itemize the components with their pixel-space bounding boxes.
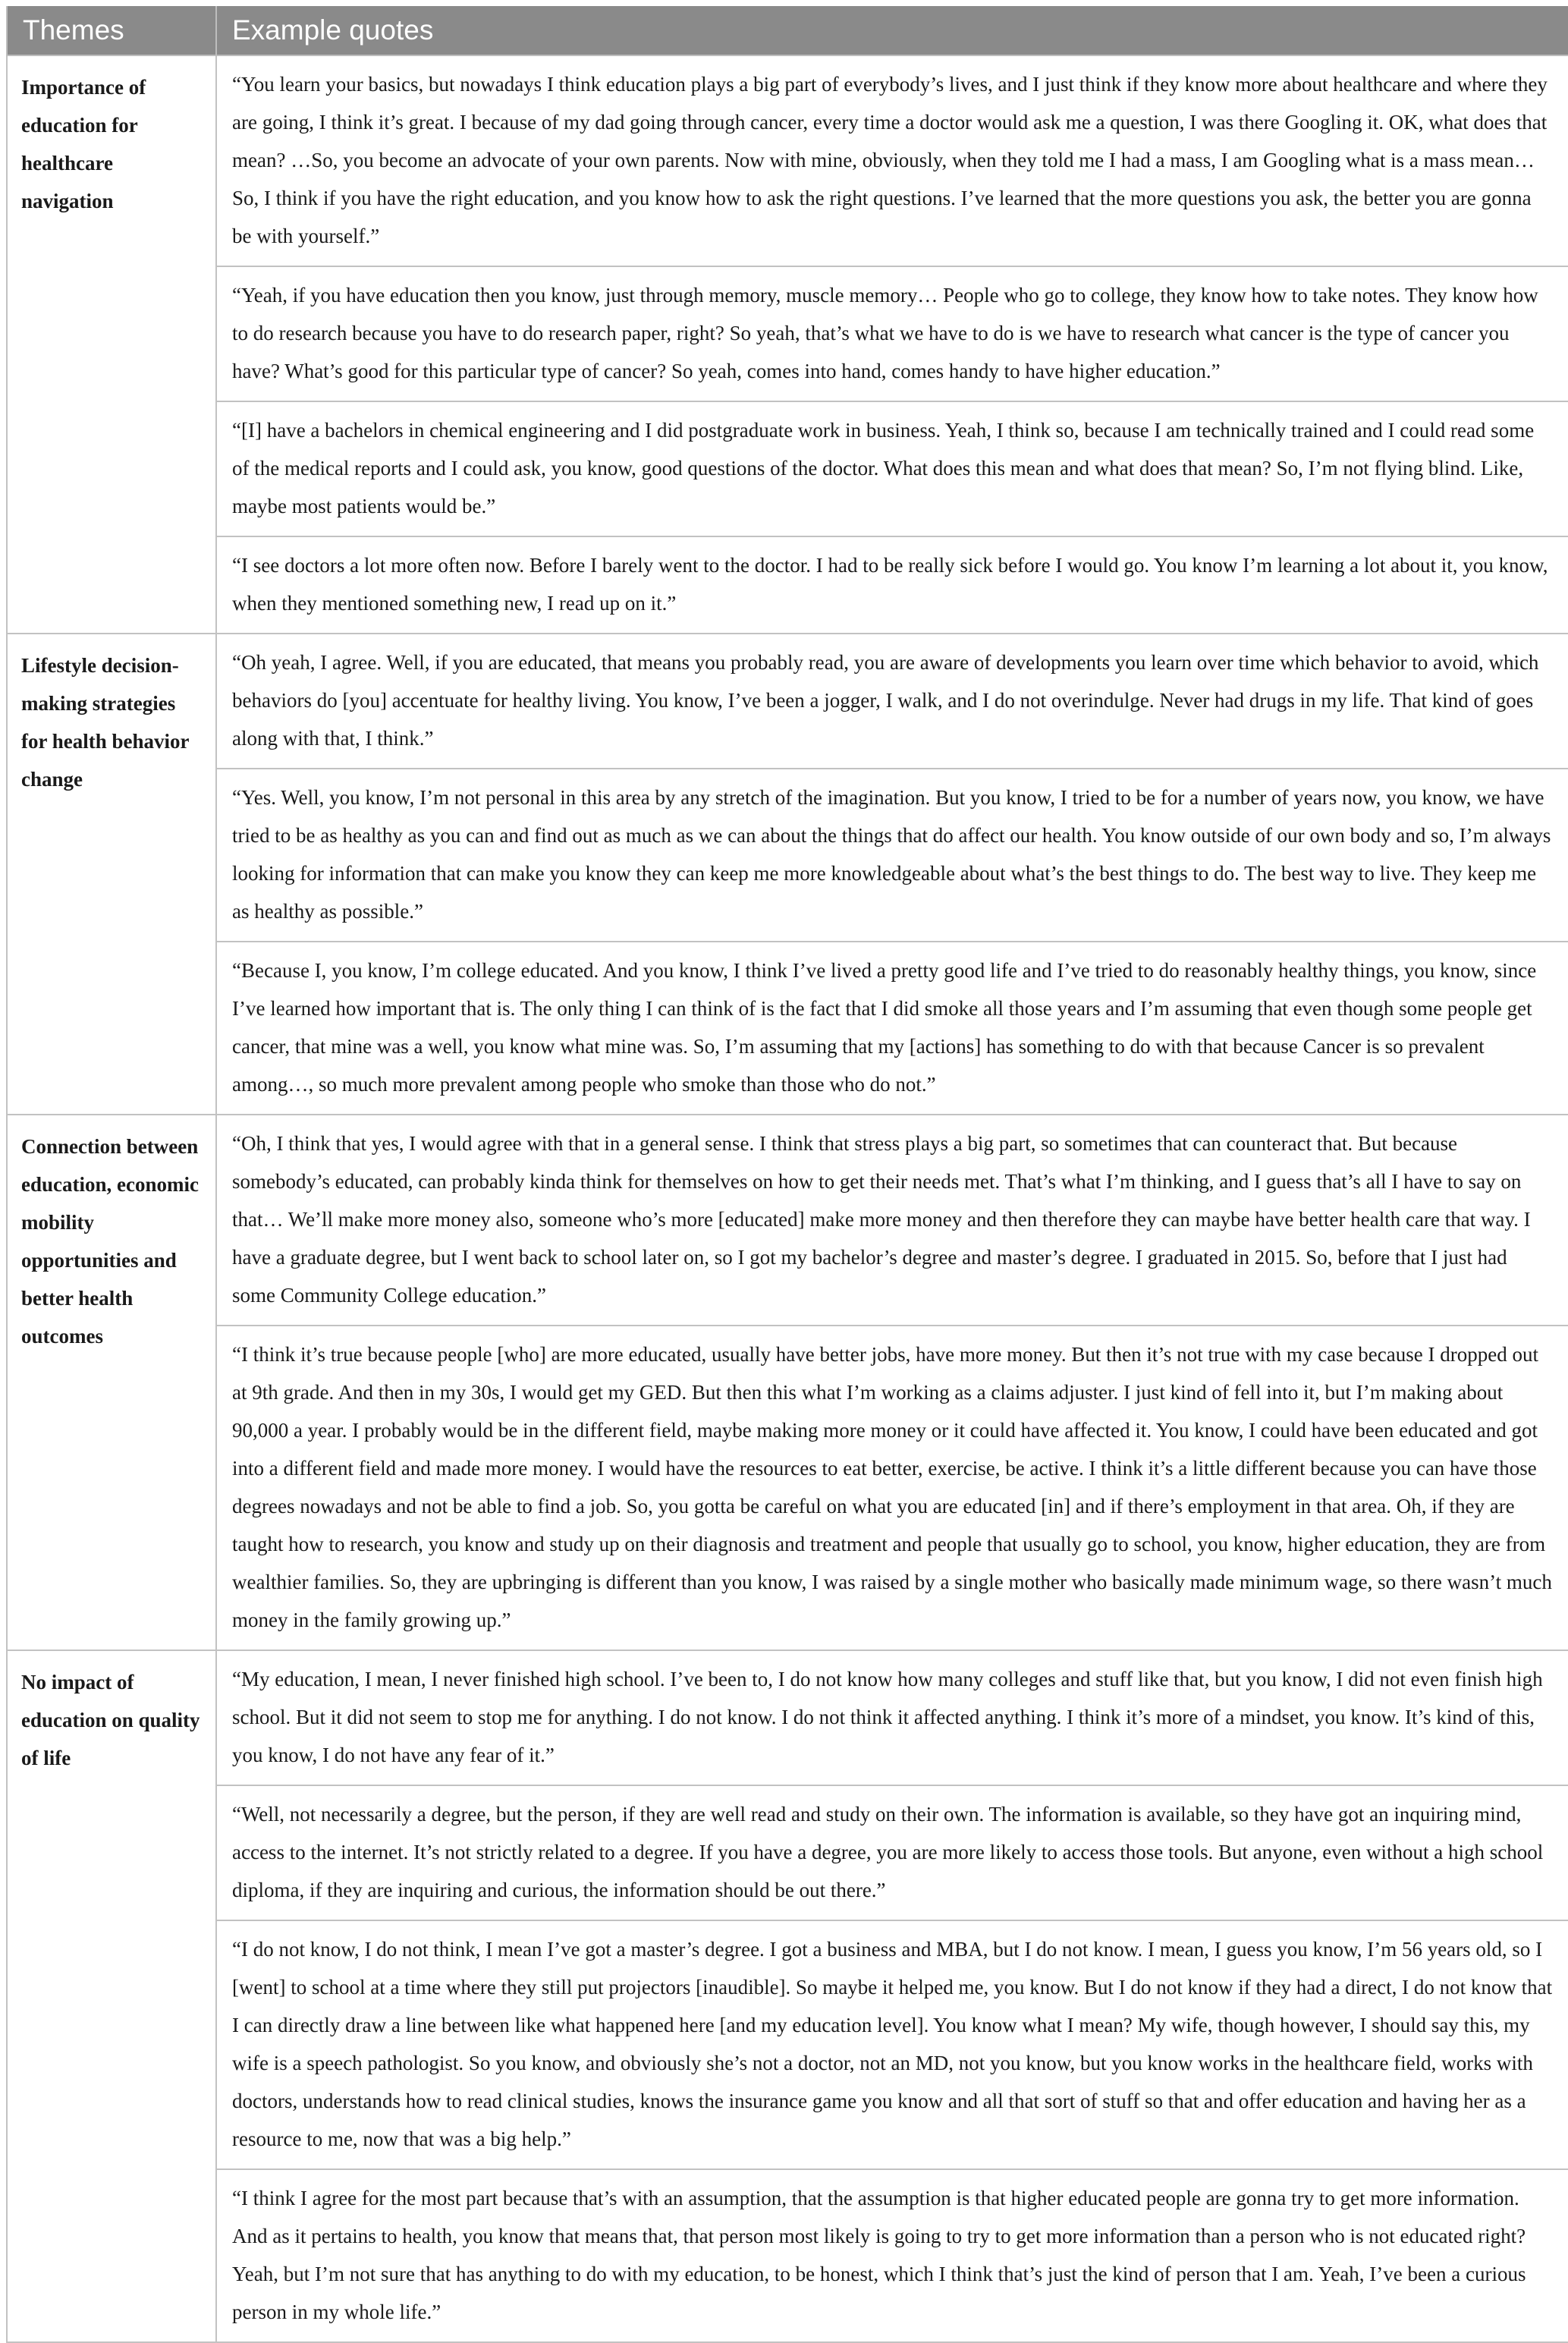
themes-quotes-table xyxy=(6,6,1568,2343)
header-row xyxy=(7,6,1568,55)
theme-cell: Connection between education, economic mobility opportunities and better health outcomes xyxy=(7,1115,216,1650)
quote-cell: “[I] have a bachelors in chemical engineering and I did postgraduate work in business. Yeah, I think so, because I am technically trained and I could read some of the medical reports and I could ask, you know, good questions of the doctor. What does this mean and what does that mean? So, I’m not flying blind. Like, maybe most patients would be.” xyxy=(216,401,1568,536)
page xyxy=(6,6,1568,2343)
quote-cell: “You learn your basics, but nowadays I think education plays a big part of everybody’s lives, and I just think if they know more about healthcare and where they are going, I think it’s great. I because of my dad going through cancer, every time a doctor would ask me a question, I was there Googling it. OK, what does that mean? …So, you become an advocate of your own parents. Now with mine, obviously, when they told me I had a mass, I am Googling what is a mass mean…So, I think if you have the right education, and you know how to ask the right questions. I’ve learned that the more questions you ask, the better you are gonna be with yourself.” xyxy=(216,55,1568,266)
table-row xyxy=(7,401,1568,536)
theme-cell: No impact of education on quality of life xyxy=(7,1650,216,2342)
header-themes: Themes xyxy=(7,6,216,55)
header-example-quotes: Example quotes xyxy=(216,6,1568,55)
quote-cell: “I think it’s true because people [who] are more educated, usually have better jobs, have more money. But then it’s not true with my case because I dropped out at 9th grade. And then in my 30s, I would get my GED. But then this what I’m working as a claims adjuster. I just kind of fell into it, but I’m making about 90,000 a year. I probably would be in the different field, maybe making more money or it could have affected it. You know, I could have been educated and got into a different field and made more money. I would have the resources to eat better, exercise, be active. I think it’s a little different because you can have those degrees nowadays and not be able to find a job. So, you gotta be careful on what you are educated [in] and if there’s employment in that area. Oh, if they are taught how to research, you know and study up on their diagnosis and treatment and people that usually go to school, you know, higher education, they are from wealthier families. So, they are upbringing is different than you know, I was raised by a single mother who basically made minimum wage, so there wasn’t much money in the family growing up.” xyxy=(216,1326,1568,1650)
table-row xyxy=(7,1326,1568,1650)
quote-cell: “My education, I mean, I never finished high school. I’ve been to, I do not know how many colleges and stuff like that, but you know, I did not even finish high school. But it did not seem to stop me for anything. I do not know. I do not think it affected anything. I think it’s more of a mindset, you know. It’s kind of this, you know, I do not have any fear of it.” xyxy=(216,1650,1568,1785)
table-row xyxy=(7,536,1568,634)
quote-cell: “Oh yeah, I agree. Well, if you are educated, that means you probably read, you are aware of developments you learn over time which behavior to avoid, which behaviors do [you] accentuate for healthy living. You know, I’ve been a jogger, I walk, and I do not overindulge. Never had drugs in my life. That kind of goes along with that, I think.” xyxy=(216,634,1568,769)
table-row xyxy=(7,634,1568,769)
table-row xyxy=(7,55,1568,266)
quote-cell: “Well, not necessarily a degree, but the person, if they are well read and study on their own. The information is available, so they have got an inquiring mind, access to the internet. It’s not strictly related to a degree. If you have a degree, you are more likely to access those tools. But anyone, even without a high school diploma, if they are inquiring and curious, the information should be out there.” xyxy=(216,1785,1568,1920)
quote-cell: “I think I agree for the most part because that’s with an assumption, that the assumption is that higher educated people are gonna try to get more information. And as it pertains to health, you know that means that, that person most likely is going to try to get more information than a person who is not educated right? Yeah, but I’m not sure that has anything to do with my education, to be honest, which I think that’s just the kind of person that I am. Yeah, I’ve been a curious person in my whole life.” xyxy=(216,2169,1568,2342)
quote-cell: “Yes. Well, you know, I’m not personal in this area by any stretch of the imagination. But you know, I tried to be for a number of years now, you know, we have tried to be as healthy as you can and find out as much as we can about the things that do affect our health. You know outside of our own body and so, I’m always looking for information that can make you know they can keep me more knowledgeable about what’s the best things to do. The best way to live. They keep me as healthy as possible.” xyxy=(216,769,1568,942)
table-row xyxy=(7,266,1568,401)
quote-cell: “Because I, you know, I’m college educated. And you know, I think I’ve lived a pretty good life and I’ve tried to do reasonably healthy things, you know, since I’ve learned how important that is. The only thing I can think of is the fact that I did smoke all those years and I’m assuming that even though some people get cancer, that mine was a well, you know what mine was. So, I’m assuming that my [actions] has something to do with that because Cancer is so prevalent among…, so much more prevalent among people who smoke than those who do not.” xyxy=(216,942,1568,1115)
quote-cell: “I see doctors a lot more often now. Before I barely went to the doctor. I had to be really sick before I would go. You know I’m learning a lot about it, you know, when they mentioned something new, I read up on it.” xyxy=(216,536,1568,634)
theme-cell: Importance of education for healthcare navigation xyxy=(7,55,216,634)
quote-cell: “Yeah, if you have education then you know, just through memory, muscle memory… People who go to college, they know how to take notes. They know how to do research because you have to do research paper, right? So yeah, that’s what we have to do is we have to research what cancer is the type of cancer you have? What’s good for this particular type of cancer? So yeah, comes into hand, comes handy to have higher education.” xyxy=(216,266,1568,401)
table-row xyxy=(7,1785,1568,1920)
table-row xyxy=(7,1650,1568,1785)
quote-cell: “Oh, I think that yes, I would agree with that in a general sense. I think that stress plays a big part, so sometimes that can counteract that. But because somebody’s educated, can probably kinda think for themselves on how to get their needs met. That’s what I’m thinking, and I guess that’s all I have to say on that… We’ll make more money also, someone who’s more [educated] make more money and then therefore they can maybe have better health care that way. I have a graduate degree, but I went back to school later on, so I got my bachelor’s degree and master’s degree. I graduated in 2015. So, before that I just had some Community College education.” xyxy=(216,1115,1568,1326)
table-row xyxy=(7,769,1568,942)
quote-cell: “I do not know, I do not think, I mean I’ve got a master’s degree. I got a business and MBA, but I do not know. I mean, I guess you know, I’m 56 years old, so I [went] to school at a time where they still put projectors [inaudible]. So maybe it helped me, you know. But I do not know if they had a direct, I do not know that I can directly draw a line between like what happened here [and my education level]. You know what I mean? My wife, though however, I should say this, my wife is a speech pathologist. So you know, and obviously she’s not a doctor, not an MD, not you know, but you know works in the healthcare field, works with doctors, understands how to read clinical studies, knows the insurance game you know and all that sort of stuff so that and offer education and having her as a resource to me, now that was a big help.” xyxy=(216,1920,1568,2169)
table-row xyxy=(7,2169,1568,2342)
theme-cell: Lifestyle decision-making strategies for health behavior change xyxy=(7,634,216,1115)
table-row xyxy=(7,1115,1568,1326)
table-row xyxy=(7,1920,1568,2169)
table-row xyxy=(7,942,1568,1115)
